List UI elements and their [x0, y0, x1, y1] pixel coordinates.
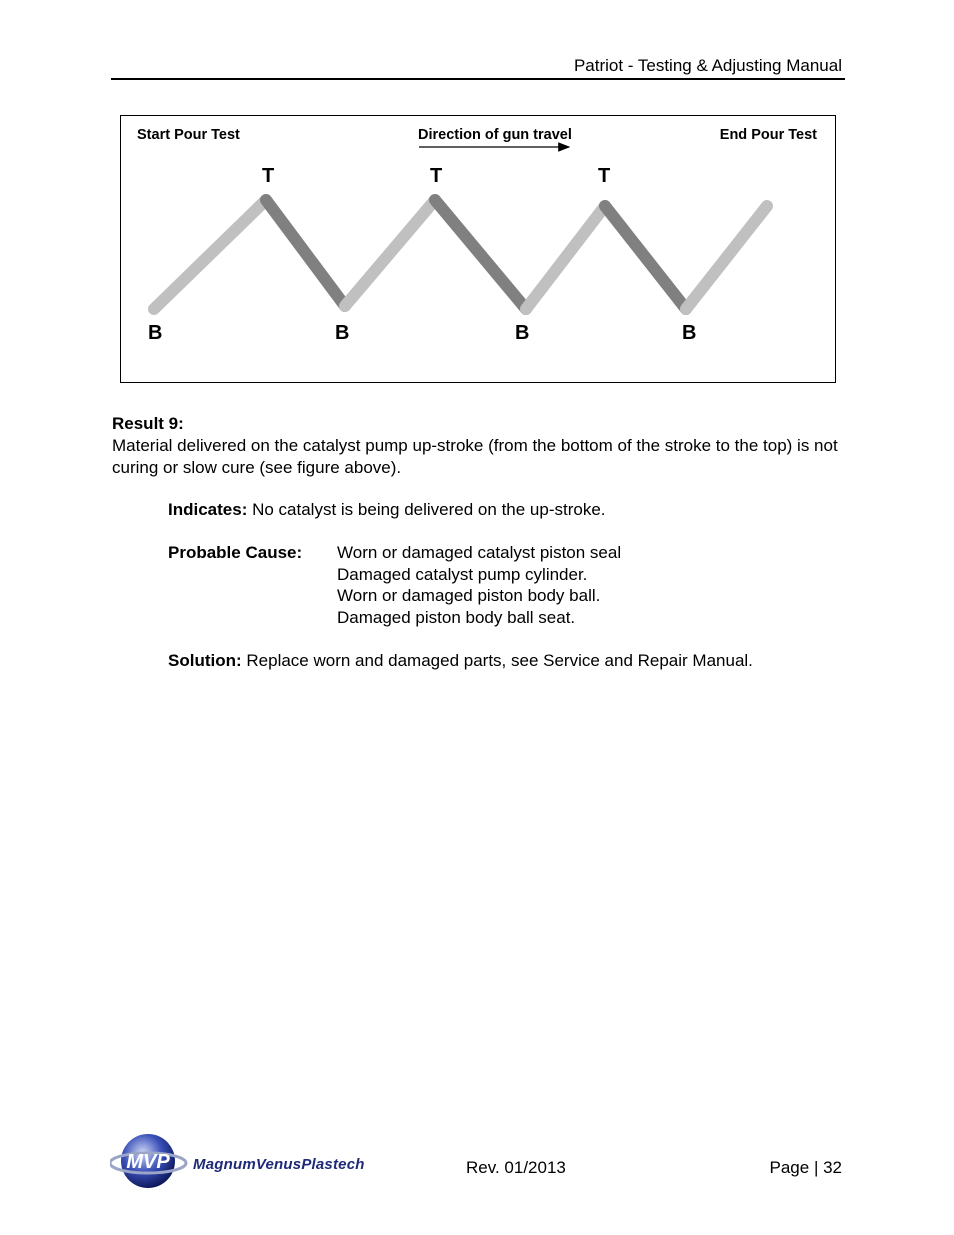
direction-label: Direction of gun travel	[418, 127, 572, 143]
indicates-label: Indicates:	[168, 500, 248, 519]
bottom-mark-3: B	[515, 322, 530, 344]
top-mark-3: T	[598, 165, 611, 187]
brand-name: MagnumVenusPlastech	[193, 1156, 365, 1173]
top-mark-2: T	[430, 165, 443, 187]
indicates-text: No catalyst is being delivered on the up-stroke.	[252, 500, 606, 519]
solution-text: Replace worn and damaged parts, see Service and Repair Manual.	[246, 651, 753, 670]
up-stroke-1	[154, 200, 266, 309]
probable-cause-label: Probable Cause:	[168, 543, 303, 562]
result-description: Material delivered on the catalyst pump up-stroke (from the bottom of the stroke to the top) is not curing or slow cure (see figure above).	[112, 436, 838, 477]
cause-item: Worn or damaged piston body ball.	[337, 586, 601, 605]
up-stroke-3	[526, 206, 605, 309]
end-pour-label: End Pour Test	[719, 127, 817, 143]
cause-item: Damaged catalyst pump cylinder.	[337, 564, 588, 584]
top-mark-1: T	[262, 165, 275, 187]
page-number: Page | 32	[769, 1158, 842, 1177]
revision-text: Rev. 01/2013	[466, 1158, 566, 1177]
cause-item: Worn or damaged catalyst piston seal	[337, 543, 622, 562]
mvp-logo	[110, 1130, 190, 1192]
bottom-mark-4: B	[682, 322, 697, 344]
start-pour-label: Start Pour Test	[137, 127, 240, 143]
bottom-mark-2: B	[335, 322, 350, 344]
bottom-mark-1: B	[148, 322, 163, 344]
up-stroke-4	[686, 206, 767, 309]
stroke-zigzag-diagram	[121, 116, 837, 384]
up-stroke-2	[345, 200, 435, 306]
probable-cause-list	[337, 542, 621, 628]
solution-label: Solution:	[168, 651, 242, 670]
pour-test-figure	[120, 115, 836, 383]
cause-item: Damaged piston body ball seat.	[337, 607, 576, 627]
solution-line	[168, 650, 753, 672]
down-stroke-1	[266, 200, 345, 306]
header-rule	[111, 78, 845, 80]
result-title: Result 9:	[112, 414, 184, 433]
header-title: Patriot - Testing & Adjusting Manual	[573, 56, 842, 75]
indicates-line	[168, 499, 606, 521]
down-stroke-2	[435, 200, 526, 309]
down-stroke-3	[605, 206, 686, 309]
logo-text: MVP	[126, 1151, 170, 1173]
